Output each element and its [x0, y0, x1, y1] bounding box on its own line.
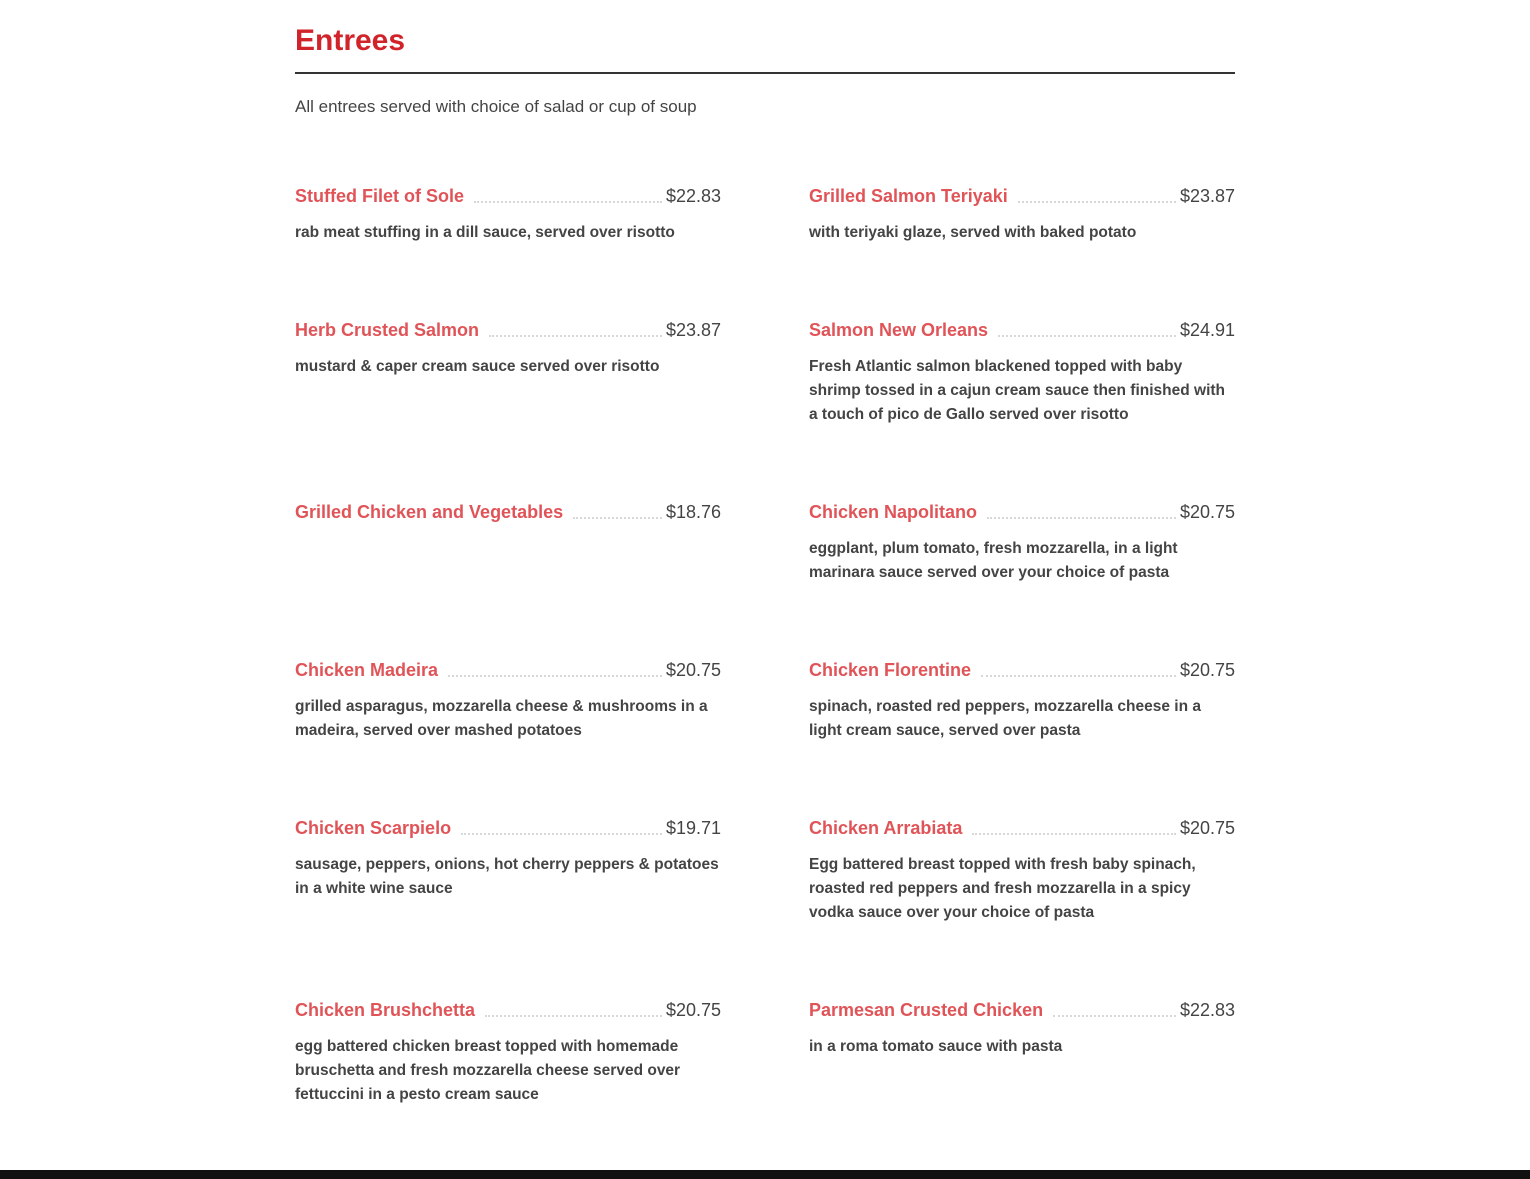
menu-item-description: with teriyaki glaze, served with baked potato	[809, 224, 1137, 241]
dot-leader	[972, 832, 1176, 835]
menu-item-description: grilled asparagus, mozzarella cheese & mushrooms in a madeira, served over mashed potatoes	[295, 698, 708, 739]
menu-item-price: $18.76	[665, 502, 721, 522]
dot-leader	[981, 674, 1176, 677]
menu-item-name: Salmon New Orleans	[809, 320, 989, 340]
menu-item-description: Fresh Atlantic salmon blackened topped with baby shrimp tossed in a cajun cream sauce then finished with a touch of pico de Gallo served over risotto	[809, 358, 1226, 423]
menu-item-name: Grilled Salmon Teriyaki	[809, 186, 1008, 206]
menu-item	[295, 814, 721, 901]
menu-item-description: in a roma tomato sauce with pasta	[809, 1038, 1063, 1055]
menu-item	[295, 656, 721, 743]
menu-item-price: $22.83	[1179, 1000, 1235, 1020]
section-divider	[295, 72, 1235, 74]
menu-item-description: Egg battered breast topped with fresh baby spinach, roasted red peppers and fresh mozzarella in a spicy vodka sauce over your choice of pasta	[809, 856, 1196, 921]
dot-leader	[474, 200, 662, 203]
menu-item	[809, 814, 1235, 925]
menu-item	[809, 182, 1235, 245]
dot-leader	[1053, 1014, 1176, 1017]
menu-item-price: $22.83	[665, 186, 721, 206]
dot-leader	[489, 334, 662, 337]
menu-item-price: $20.75	[665, 660, 721, 680]
menu-item-name: Chicken Brushchetta	[295, 1000, 476, 1020]
menu-item-name: Chicken Madeira	[295, 660, 439, 680]
menu-item-price: $20.75	[665, 1000, 721, 1020]
menu-item-name: Chicken Florentine	[809, 660, 972, 680]
menu-item-name: Grilled Chicken and Vegetables	[295, 502, 564, 522]
menu-item-name: Herb Crusted Salmon	[295, 320, 480, 340]
dot-leader	[573, 516, 662, 519]
menu-item-price: $23.87	[1179, 186, 1235, 206]
section-subtitle: All entrees served with choice of salad or cup of soup	[295, 97, 697, 116]
menu-item-price: $20.75	[1179, 660, 1235, 680]
menu-item-description: rab meat stuffing in a dill sauce, served over risotto	[295, 224, 675, 241]
menu-item-price: $20.75	[1179, 502, 1235, 522]
menu-item-price: $20.75	[1179, 818, 1235, 838]
menu-item	[809, 996, 1235, 1059]
menu-item-description: eggplant, plum tomato, fresh mozzarella, in a light marinara sauce served over your choice of pasta	[809, 540, 1178, 581]
menu-item-price: $19.71	[665, 818, 721, 838]
dot-leader	[461, 832, 662, 835]
dot-leader	[998, 334, 1176, 337]
menu-item	[809, 656, 1235, 743]
menu-item-name: Chicken Arrabiata	[809, 818, 963, 838]
menu-item-name: Chicken Napolitano	[809, 502, 978, 522]
menu-item-description: sausage, peppers, onions, hot cherry peppers & potatoes in a white wine sauce	[295, 856, 719, 897]
menu-item	[809, 498, 1235, 585]
dot-leader	[485, 1014, 662, 1017]
menu-item-price: $24.91	[1179, 320, 1235, 340]
menu-item-name: Chicken Scarpielo	[295, 818, 452, 838]
menu-item	[295, 182, 721, 245]
menu-item	[295, 996, 721, 1107]
menu-item-price: $23.87	[665, 320, 721, 340]
section-title: Entrees	[295, 24, 406, 57]
menu-item	[809, 316, 1235, 427]
menu-item-description: mustard & caper cream sauce served over risotto	[295, 358, 660, 375]
menu-item-description: spinach, roasted red peppers, mozzarella cheese in a light cream sauce, served over pasta	[809, 698, 1201, 739]
menu-item	[295, 316, 721, 379]
menu-item-description: egg battered chicken breast topped with homemade bruschetta and fresh mozzarella cheese served over fettuccini in a pesto cream sauce	[295, 1038, 681, 1103]
dot-leader	[1018, 200, 1176, 203]
dot-leader	[987, 516, 1176, 519]
dot-leader	[448, 674, 662, 677]
menu-item-name: Parmesan Crusted Chicken	[809, 1000, 1044, 1020]
menu-item-name: Stuffed Filet of Sole	[295, 186, 464, 206]
footer-bar	[0, 1170, 1530, 1179]
menu-item	[295, 498, 721, 537]
